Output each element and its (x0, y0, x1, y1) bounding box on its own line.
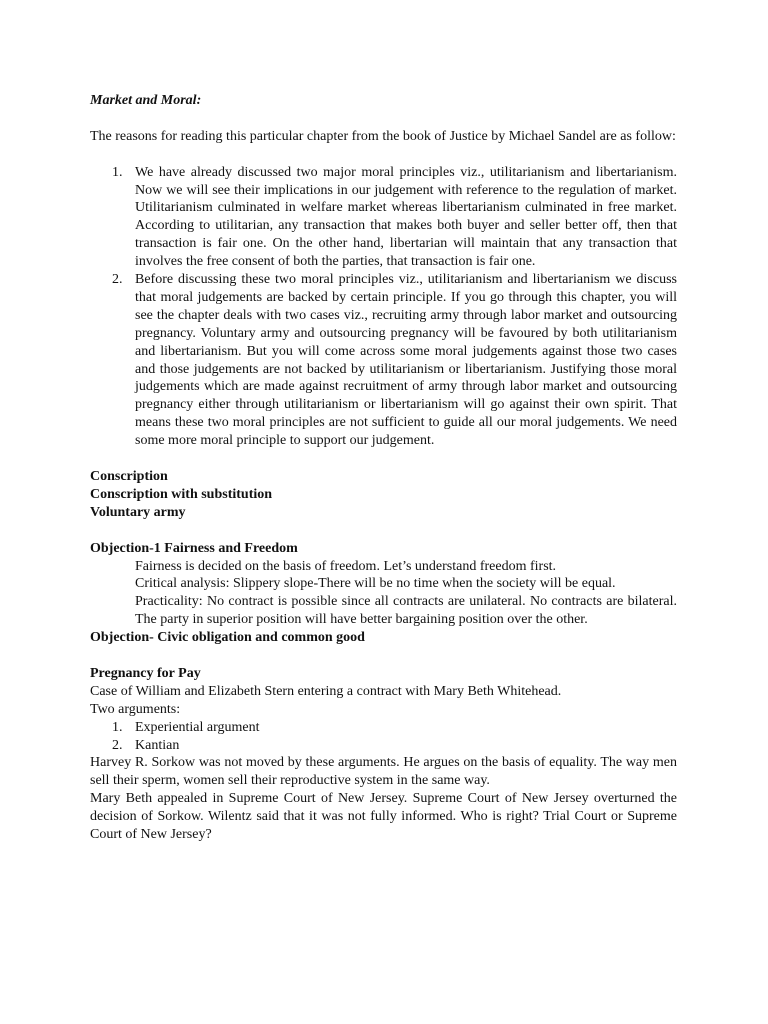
reasons-list (90, 164, 677, 451)
objection-2-heading: Objection- Civic obligation and common good (90, 630, 365, 646)
objection-1-section (90, 540, 677, 647)
objection-1-heading: Objection-1 Fairness and Freedom (90, 540, 298, 556)
reason-text: We have already discussed two major moral principles viz., utilitarianism and libertarianism. Now we will see their implications in our judgement with reference to the regulation of market. Utilitarianism culminated in welfare market whereas libertarianism culminated in free market. According to utilitarian, any transaction that makes both buyer and seller better off, then that transaction is fair one. On the other hand, libertarian will maintain that any transaction that involves the free consent of both the parties, that transaction is fair one. (135, 164, 677, 270)
objection-1-line-critical: Critical analysis: Slippery slope-There will be no time when the society will be equal. (135, 576, 616, 592)
document-page (90, 92, 677, 844)
argument-number: 2. (112, 737, 123, 753)
intro-paragraph: The reasons for reading this particular chapter from the book of Justice by Michael Sandel are as follow: (90, 128, 676, 144)
two-arguments-label: Two arguments: (90, 701, 181, 717)
argument-number: 1. (112, 719, 123, 735)
army-section (90, 468, 677, 522)
sorkow-paragraph: Harvey R. Sorkow was not moved by these arguments. He argues on the basis of equality. The way men sell their sperm, women sell their reproductive system in the same way. (90, 755, 677, 789)
argument-text: Experiential argument (135, 719, 260, 735)
argument-item-1 (90, 719, 677, 737)
reason-text: Before discussing these two moral principles viz., utilitarianism and libertarianism we discuss that moral judgements are backed by certain principle. If you go through this chapter, you will see the chapter deals with two cases viz., recruiting army through labor market and outsourcing pregnancy. Voluntary army and outsourcing pregnancy will be favoured by both utilitarianism and libertarianism. But you will come across some moral judgements against those two cases and those judgements are not backed by utilitarianism or libertarianism. Justifying those moral judgements which are made against recruitment of army through labor market and outsourcing pregnancy either through utilitarianism or libertarianism will go against their own spirit. That means these two moral principles are not sufficient to guide all our moral judgements. We need some more moral principle to support our judgement. (135, 272, 677, 449)
appeal-paragraph: Mary Beth appealed in Supreme Court of New Jersey. Supreme Court of New Jersey overturned the decision of Sorkow. Wilentz said that it was not fully informed. Who is right? Trial Court or Supreme Court of New Jersey? (90, 791, 677, 843)
reason-item-1 (90, 164, 677, 271)
reason-number: 2. (112, 272, 123, 288)
heading-conscription: Conscription (90, 468, 168, 484)
argument-text: Kantian (135, 737, 180, 753)
reason-number: 1. (112, 164, 123, 180)
objection-1-line-practicality: Practicality: No contract is possible since all contracts are unilateral. No contracts are bilateral. The party in superior position will have better bargaining position over the other. (135, 594, 677, 628)
reason-item-2 (90, 271, 677, 450)
pregnancy-case: Case of William and Elizabeth Stern entering a contract with Mary Beth Whitehead. (90, 683, 562, 699)
heading-conscription-substitution: Conscription with substitution (90, 486, 273, 502)
pregnancy-section (90, 665, 677, 844)
arguments-list (90, 719, 677, 755)
objection-1-line-fairness: Fairness is decided on the basis of freedom. Let’s understand freedom first. (135, 558, 557, 574)
heading-voluntary-army: Voluntary army (90, 504, 186, 520)
document-title: Market and Moral: (90, 93, 202, 108)
pregnancy-heading: Pregnancy for Pay (90, 665, 201, 681)
argument-item-2 (90, 737, 677, 755)
